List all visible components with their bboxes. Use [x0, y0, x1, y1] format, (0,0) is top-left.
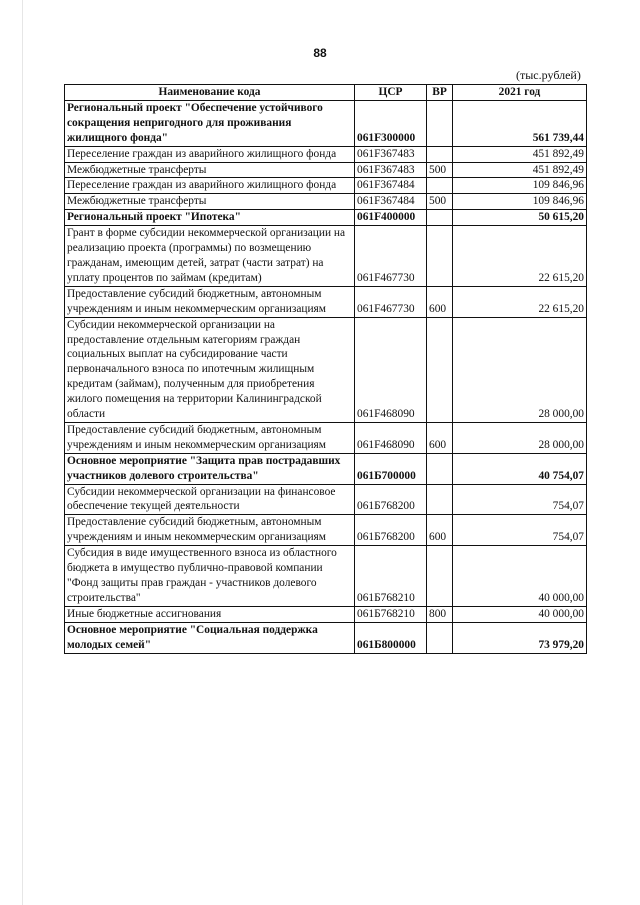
row-name: Грант в форме субсидии некоммерческой организации на реализацию проекта (программы) по возмещению гражданам, имеющим детей, затрат (части затрат) на уплату процентов по займам (кредитам)	[65, 226, 355, 287]
row-csr: 061Б768200	[355, 484, 427, 515]
row-name: Региональный проект "Обеспечение устойчивого сокращения непригодного для проживания жилищного фонда"	[65, 100, 355, 146]
row-vr	[427, 146, 453, 162]
row-vr	[427, 453, 453, 484]
row-vr	[427, 317, 453, 422]
header-name: Наименование кода	[65, 85, 355, 101]
table-row	[65, 146, 587, 162]
row-csr: 061Б768210	[355, 546, 427, 607]
row-amount: 22 615,20	[453, 226, 587, 287]
row-name: Субсидия в виде имущественного взноса из областного бюджета в имущество публично-правовой компании "Фонд защиты прав граждан - участников долевого строительства"	[65, 546, 355, 607]
row-name: Основное мероприятие "Социальная поддержка молодых семей"	[65, 622, 355, 653]
row-vr	[427, 484, 453, 515]
row-csr: 061Б768200	[355, 515, 427, 546]
scan-edge-line	[22, 0, 23, 905]
header-csr: ЦСР	[355, 85, 427, 101]
row-csr: 061F367484	[355, 178, 427, 194]
row-csr: 061Б700000	[355, 453, 427, 484]
header-year: 2021 год	[453, 85, 587, 101]
row-name: Иные бюджетные ассигнования	[65, 606, 355, 622]
row-amount: 28 000,00	[453, 422, 587, 453]
row-name: Предоставление субсидий бюджетным, автономным учреждениям и иным некоммерческим организациям	[65, 286, 355, 317]
row-amount: 40 754,07	[453, 453, 587, 484]
row-vr	[427, 622, 453, 653]
row-vr: 600	[427, 422, 453, 453]
row-vr	[427, 100, 453, 146]
row-csr: 061F367483	[355, 146, 427, 162]
row-csr: 061F300000	[355, 100, 427, 146]
row-name: Основное мероприятие "Защита прав пострадавших участников долевого строительства"	[65, 453, 355, 484]
row-csr: 061F467730	[355, 226, 427, 287]
row-vr	[427, 210, 453, 226]
units-label: (тыс.рублей)	[516, 68, 581, 82]
row-csr: 061Б800000	[355, 622, 427, 653]
row-name: Предоставление субсидий бюджетным, автономным учреждениям и иным некоммерческим организациям	[65, 422, 355, 453]
row-vr: 600	[427, 286, 453, 317]
row-name: Переселение граждан из аварийного жилищного фонда	[65, 178, 355, 194]
table-row	[65, 515, 587, 546]
row-vr	[427, 226, 453, 287]
row-amount: 22 615,20	[453, 286, 587, 317]
row-amount: 73 979,20	[453, 622, 587, 653]
row-csr: 061F367484	[355, 194, 427, 210]
table-row	[65, 546, 587, 607]
row-amount: 451 892,49	[453, 162, 587, 178]
row-vr: 500	[427, 194, 453, 210]
row-name: Субсидии некоммерческой организации на финансовое обеспечение текущей деятельности	[65, 484, 355, 515]
row-amount: 561 739,44	[453, 100, 587, 146]
budget-table	[64, 84, 587, 654]
table-row	[65, 453, 587, 484]
row-vr: 600	[427, 515, 453, 546]
row-name: Предоставление субсидий бюджетным, автономным учреждениям и иным некоммерческим организациям	[65, 515, 355, 546]
row-amount: 109 846,96	[453, 178, 587, 194]
row-amount: 50 615,20	[453, 210, 587, 226]
page-number: 88	[313, 46, 327, 60]
table-row	[65, 210, 587, 226]
table-row	[65, 317, 587, 422]
row-amount: 40 000,00	[453, 546, 587, 607]
row-amount: 28 000,00	[453, 317, 587, 422]
table-row	[65, 286, 587, 317]
row-amount: 451 892,49	[453, 146, 587, 162]
table-header-row	[65, 85, 587, 101]
table-row	[65, 484, 587, 515]
row-csr: 061F367483	[355, 162, 427, 178]
table-row	[65, 178, 587, 194]
table-row	[65, 226, 587, 287]
table-row	[65, 162, 587, 178]
table-body	[65, 100, 587, 653]
table-row	[65, 194, 587, 210]
row-vr: 800	[427, 606, 453, 622]
row-name: Субсидии некоммерческой организации на предоставление отдельным категориям граждан социальных выплат на субсидирование части первоначального взноса по ипотечным жилищным кредитам (займам), полученным для приобретения жилого помещения на территории Калининградской области	[65, 317, 355, 422]
row-vr	[427, 178, 453, 194]
table-row	[65, 422, 587, 453]
row-vr: 500	[427, 162, 453, 178]
row-name: Межбюджетные трансферты	[65, 194, 355, 210]
row-csr: 061Б768210	[355, 606, 427, 622]
row-amount: 754,07	[453, 484, 587, 515]
row-name: Межбюджетные трансферты	[65, 162, 355, 178]
row-csr: 061F468090	[355, 317, 427, 422]
row-amount: 754,07	[453, 515, 587, 546]
row-csr: 061F467730	[355, 286, 427, 317]
header-vr: ВР	[427, 85, 453, 101]
row-name: Переселение граждан из аварийного жилищного фонда	[65, 146, 355, 162]
table-row	[65, 100, 587, 146]
row-csr: 061F400000	[355, 210, 427, 226]
table-row	[65, 606, 587, 622]
row-csr: 061F468090	[355, 422, 427, 453]
row-amount: 109 846,96	[453, 194, 587, 210]
row-name: Региональный проект "Ипотека"	[65, 210, 355, 226]
row-amount: 40 000,00	[453, 606, 587, 622]
table-row	[65, 622, 587, 653]
row-vr	[427, 546, 453, 607]
